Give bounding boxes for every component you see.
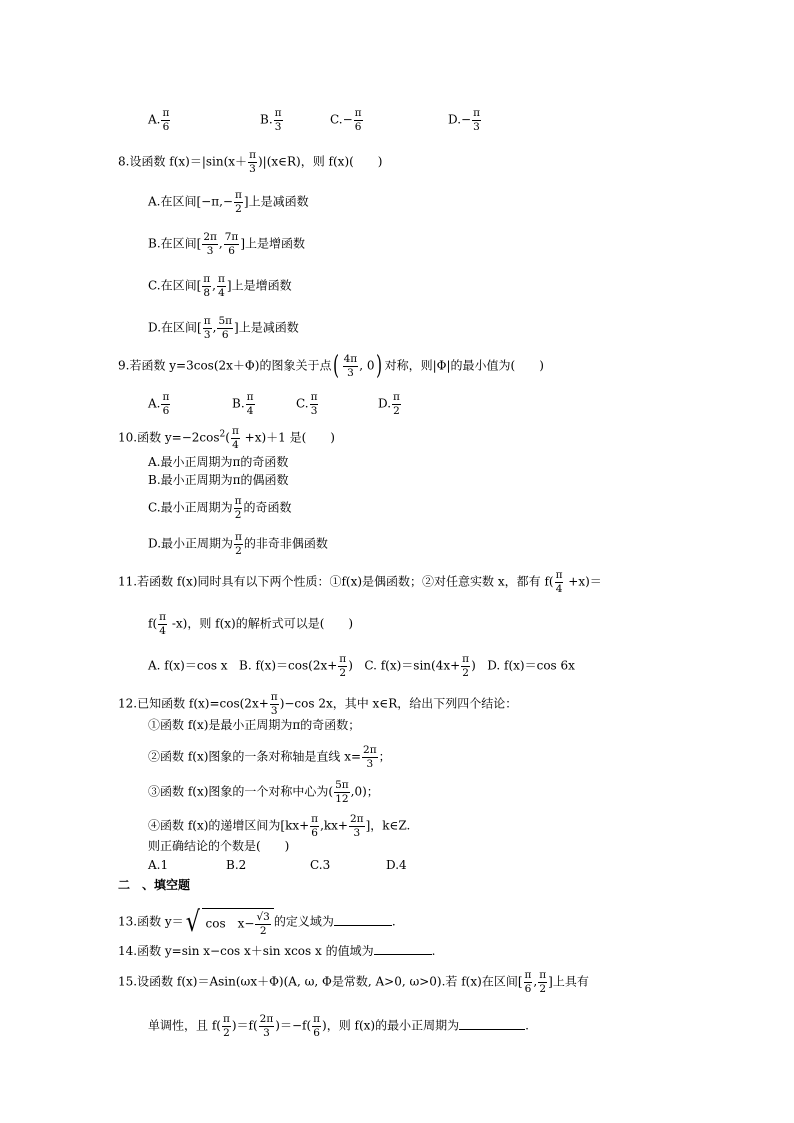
text: 9.若函数 y=3cos(2x＋Φ)的图象关于点 <box>118 358 332 373</box>
text: B.在区间[ <box>148 236 202 251</box>
text: C.在区间[ <box>148 278 202 293</box>
label: D.− <box>448 112 472 127</box>
text: A.在区间[−π,− <box>148 194 233 209</box>
text: 8.设函数 f(x)＝|sin(x＋ <box>118 154 248 169</box>
text: , <box>212 278 216 293</box>
den: 6 <box>354 120 362 133</box>
den: 6 <box>162 404 170 417</box>
den: 6 <box>221 328 229 341</box>
den: 2 <box>462 666 469 679</box>
fraction <box>259 1014 275 1038</box>
den: 6 <box>313 1026 320 1039</box>
text: ③函数 f(x)图象的一个对称中心为( <box>148 784 334 799</box>
q12-statement-2 <box>148 745 391 769</box>
q8-stem <box>118 150 383 174</box>
fraction <box>334 780 350 804</box>
text: )|(x∈R)，则 f(x)( ) <box>257 154 383 169</box>
q11-stem-line2 <box>148 612 353 636</box>
fraction <box>461 654 470 678</box>
fraction <box>158 612 167 636</box>
fraction <box>354 108 363 132</box>
num: π <box>473 107 480 119</box>
num: π <box>354 107 362 119</box>
text: ]上是增函数 <box>240 236 306 251</box>
q9-stem <box>118 353 544 379</box>
den: 3 <box>353 826 361 839</box>
text: C. f(x)＝sin(4x+ <box>364 658 461 673</box>
den: 3 <box>274 120 282 133</box>
text: -x)，则 f(x)的解析式可以是( ) <box>168 616 354 631</box>
den: 2 <box>393 404 400 417</box>
text: +x)＋1 是( ) <box>240 430 335 445</box>
num: π <box>203 315 211 327</box>
text: 的非奇非偶函数 <box>243 536 328 551</box>
den: 3 <box>206 244 214 257</box>
num: π <box>311 813 319 825</box>
text: )＝f( <box>231 1018 258 1033</box>
text: . <box>391 914 396 929</box>
num: √3 <box>256 911 270 923</box>
text: . <box>525 1018 529 1033</box>
q12-question: 则正确结论的个数是( ) <box>148 839 290 853</box>
fraction <box>338 654 347 678</box>
den: 8 <box>203 286 211 299</box>
text: f( <box>148 616 158 631</box>
num: π <box>539 969 547 981</box>
fraction <box>392 392 401 416</box>
text: ]，k∈Z. <box>365 818 411 833</box>
text: 的奇函数 <box>243 500 292 515</box>
fraction <box>161 392 170 416</box>
text: 的定义域为 <box>273 914 334 929</box>
text: , 0 <box>359 358 375 373</box>
den: 2 <box>539 982 547 995</box>
den: 3 <box>347 366 354 379</box>
text: . <box>431 944 436 958</box>
fraction <box>217 274 226 298</box>
text: cos x− <box>205 916 255 931</box>
text: ]上是增函数 <box>226 278 292 293</box>
den: 6 <box>228 244 235 257</box>
text: 12.已知函数 f(x)=cos(2x+ <box>118 696 269 711</box>
text: ,kx+ <box>320 818 348 833</box>
text: ]上是减函数 <box>234 320 299 335</box>
q12-option-a: A.1 <box>148 858 169 872</box>
num: π <box>462 653 470 665</box>
text: ②函数 f(x)图象的一条对称轴是直线 x= <box>148 749 362 764</box>
fraction <box>248 150 257 174</box>
text: ]上是减函数 <box>243 194 309 209</box>
den: 4 <box>246 404 254 417</box>
text: ,0)； <box>350 784 379 799</box>
label: B. <box>232 396 245 411</box>
fraction <box>234 496 243 520</box>
den: 4 <box>218 286 225 299</box>
den: 3 <box>310 404 318 417</box>
num: π <box>159 611 167 623</box>
den: 2 <box>223 1026 230 1039</box>
q12-option-d: D.4 <box>386 858 407 872</box>
text: ④函数 f(x)的递增区间为[kx+ <box>148 818 310 833</box>
q7-option-a <box>148 108 171 132</box>
option-a: A. f(x)＝cos x <box>148 658 228 673</box>
q12-stem <box>118 692 517 716</box>
q9-option-a <box>148 392 171 416</box>
num: π <box>222 1013 230 1025</box>
num: π <box>218 273 225 285</box>
text: , <box>218 236 223 251</box>
text: ； <box>378 749 391 764</box>
text: +x)＝ <box>564 574 602 589</box>
den: 3 <box>473 120 480 133</box>
fraction <box>362 745 378 769</box>
num: π <box>310 391 318 403</box>
right-paren: ) <box>376 351 383 381</box>
den: 2 <box>339 666 347 679</box>
text: 单调性，且 f( <box>148 1018 221 1033</box>
label: B. <box>260 112 273 127</box>
text: 15.设函数 f(x)＝Asin(ωx＋Φ)(A, ω, Φ是常数, A>0, ω>0).若 f(x)在区间[ <box>118 974 523 989</box>
den: 2 <box>235 202 242 215</box>
num: π <box>162 391 170 403</box>
text: ) <box>471 658 476 673</box>
fraction <box>224 232 240 256</box>
num: 2π <box>350 813 364 825</box>
q10-option-a: A.最小正周期为π的奇函数 <box>148 455 289 469</box>
q9-option-b <box>232 392 256 416</box>
fraction <box>310 814 319 838</box>
label: D. <box>378 396 392 411</box>
fraction <box>234 190 243 214</box>
text: C.最小正周期为 <box>148 500 233 515</box>
den: 3 <box>270 704 278 717</box>
text: 10.函数 y=−2cos <box>118 430 220 445</box>
q12-option-c: C.3 <box>310 858 331 872</box>
text: D.最小正周期为 <box>148 536 234 551</box>
q12-statement-1: ①函数 f(x)是最小正周期为π的奇函数； <box>148 718 361 732</box>
fraction <box>524 970 533 994</box>
num: π <box>231 425 239 437</box>
fraction <box>246 392 255 416</box>
fraction <box>312 1014 321 1038</box>
q11-stem <box>118 570 602 594</box>
text: )，则 f(x)的最小正周期为 <box>322 1018 460 1033</box>
fraction <box>161 108 170 132</box>
den: 12 <box>335 792 349 805</box>
den: 2 <box>259 924 267 937</box>
num: π <box>246 391 254 403</box>
answer-blank[interactable] <box>334 913 392 926</box>
den: 3 <box>249 162 256 175</box>
num: π <box>393 391 400 403</box>
text: 对称，则|Φ|的最小值为( ) <box>384 358 544 373</box>
den: 3 <box>203 328 211 341</box>
fraction <box>203 316 212 340</box>
text: D.在区间[ <box>148 320 202 335</box>
num: 7π <box>224 231 239 243</box>
q14 <box>118 942 435 959</box>
num: π <box>274 107 282 119</box>
answer-blank[interactable] <box>459 1017 525 1030</box>
fraction <box>555 570 564 594</box>
text: 11.若函数 f(x)同时具有以下两个性质：①f(x)是偶函数；②对任意实数 x，都有 f( <box>118 574 554 589</box>
radicand <box>202 908 274 936</box>
num: π <box>313 1013 321 1025</box>
text: )＝−f( <box>275 1018 312 1033</box>
q7-option-c <box>330 108 364 132</box>
num: 2π <box>363 744 377 756</box>
q7-option-d <box>448 108 482 132</box>
fraction <box>472 108 481 132</box>
q9-option-d <box>378 392 402 416</box>
fraction <box>222 1014 231 1038</box>
text: ( <box>225 430 230 445</box>
option-d: D. f(x)＝cos 6x <box>487 658 575 673</box>
num: 5π <box>335 779 349 791</box>
q10-option-c <box>148 496 292 520</box>
num: π <box>339 653 347 665</box>
num: π <box>235 531 242 543</box>
den: 3 <box>366 757 374 770</box>
fraction <box>310 392 319 416</box>
q15-line2 <box>148 1014 529 1038</box>
num: 2π <box>259 1013 274 1025</box>
q7-option-b <box>260 108 284 132</box>
section-header-fill-in: 二 、填空题 <box>118 878 191 892</box>
text: , <box>533 974 538 989</box>
den: 4 <box>555 582 563 595</box>
q9-option-c <box>296 392 319 416</box>
q8-option-d <box>148 316 299 340</box>
exponent: 2 <box>219 429 226 440</box>
fraction <box>255 912 270 936</box>
num: 2π <box>203 231 217 243</box>
text: ) <box>348 658 353 673</box>
fraction <box>538 970 547 994</box>
text: 14.函数 y=sin x−cos x＋sin xcos x 的值域为 <box>118 944 374 958</box>
q12-statement-3 <box>148 780 379 804</box>
den: 2 <box>234 508 242 521</box>
num: π <box>524 969 532 981</box>
q10-option-d <box>148 532 328 556</box>
text: 13.函数 y＝ <box>118 914 184 929</box>
q10-stem <box>118 426 335 450</box>
label: C.− <box>330 112 353 127</box>
q15-line1 <box>118 970 589 994</box>
num: π <box>555 569 563 581</box>
den: 4 <box>159 624 166 637</box>
fraction <box>270 692 279 716</box>
fraction <box>234 532 243 556</box>
q8-option-c <box>148 274 292 298</box>
fraction <box>202 274 211 298</box>
q10-option-b: B.最小正周期为π的偶函数 <box>148 473 289 487</box>
fraction <box>274 108 283 132</box>
text: , <box>212 320 217 335</box>
den: 6 <box>311 826 318 839</box>
left-paren: ( <box>333 351 340 381</box>
label: C. <box>296 396 309 411</box>
label: A. <box>148 396 161 411</box>
den: 4 <box>232 438 239 451</box>
den: 6 <box>162 120 170 133</box>
num: π <box>234 495 242 507</box>
num: 4π <box>343 353 358 365</box>
num: π <box>234 189 242 201</box>
fraction <box>202 232 218 256</box>
num: 5π <box>218 315 233 327</box>
answer-blank[interactable] <box>374 942 432 955</box>
label: A. <box>148 112 161 127</box>
fraction <box>231 426 240 450</box>
q12-statement-4 <box>148 814 410 838</box>
den: 2 <box>235 544 242 557</box>
text: )−cos 2x，其中 x∈R，给出下列四个结论： <box>279 696 518 711</box>
fraction <box>349 814 365 838</box>
fraction <box>217 316 233 340</box>
sqrt-expression <box>184 905 274 938</box>
fraction <box>343 354 359 378</box>
q12-option-b: B.2 <box>226 858 247 872</box>
den: 6 <box>524 982 532 995</box>
num: π <box>162 107 170 119</box>
text: B. f(x)＝cos(2x+ <box>239 658 338 673</box>
num: π <box>249 149 256 161</box>
q8-option-b <box>148 232 305 256</box>
num: π <box>203 273 211 285</box>
den: 3 <box>263 1026 270 1039</box>
q11-options <box>148 654 575 678</box>
num: π <box>270 691 278 703</box>
q8-option-a <box>148 190 309 214</box>
q13 <box>118 905 396 938</box>
radical-sign: √ <box>185 905 200 938</box>
text: ]上具有 <box>548 974 589 989</box>
